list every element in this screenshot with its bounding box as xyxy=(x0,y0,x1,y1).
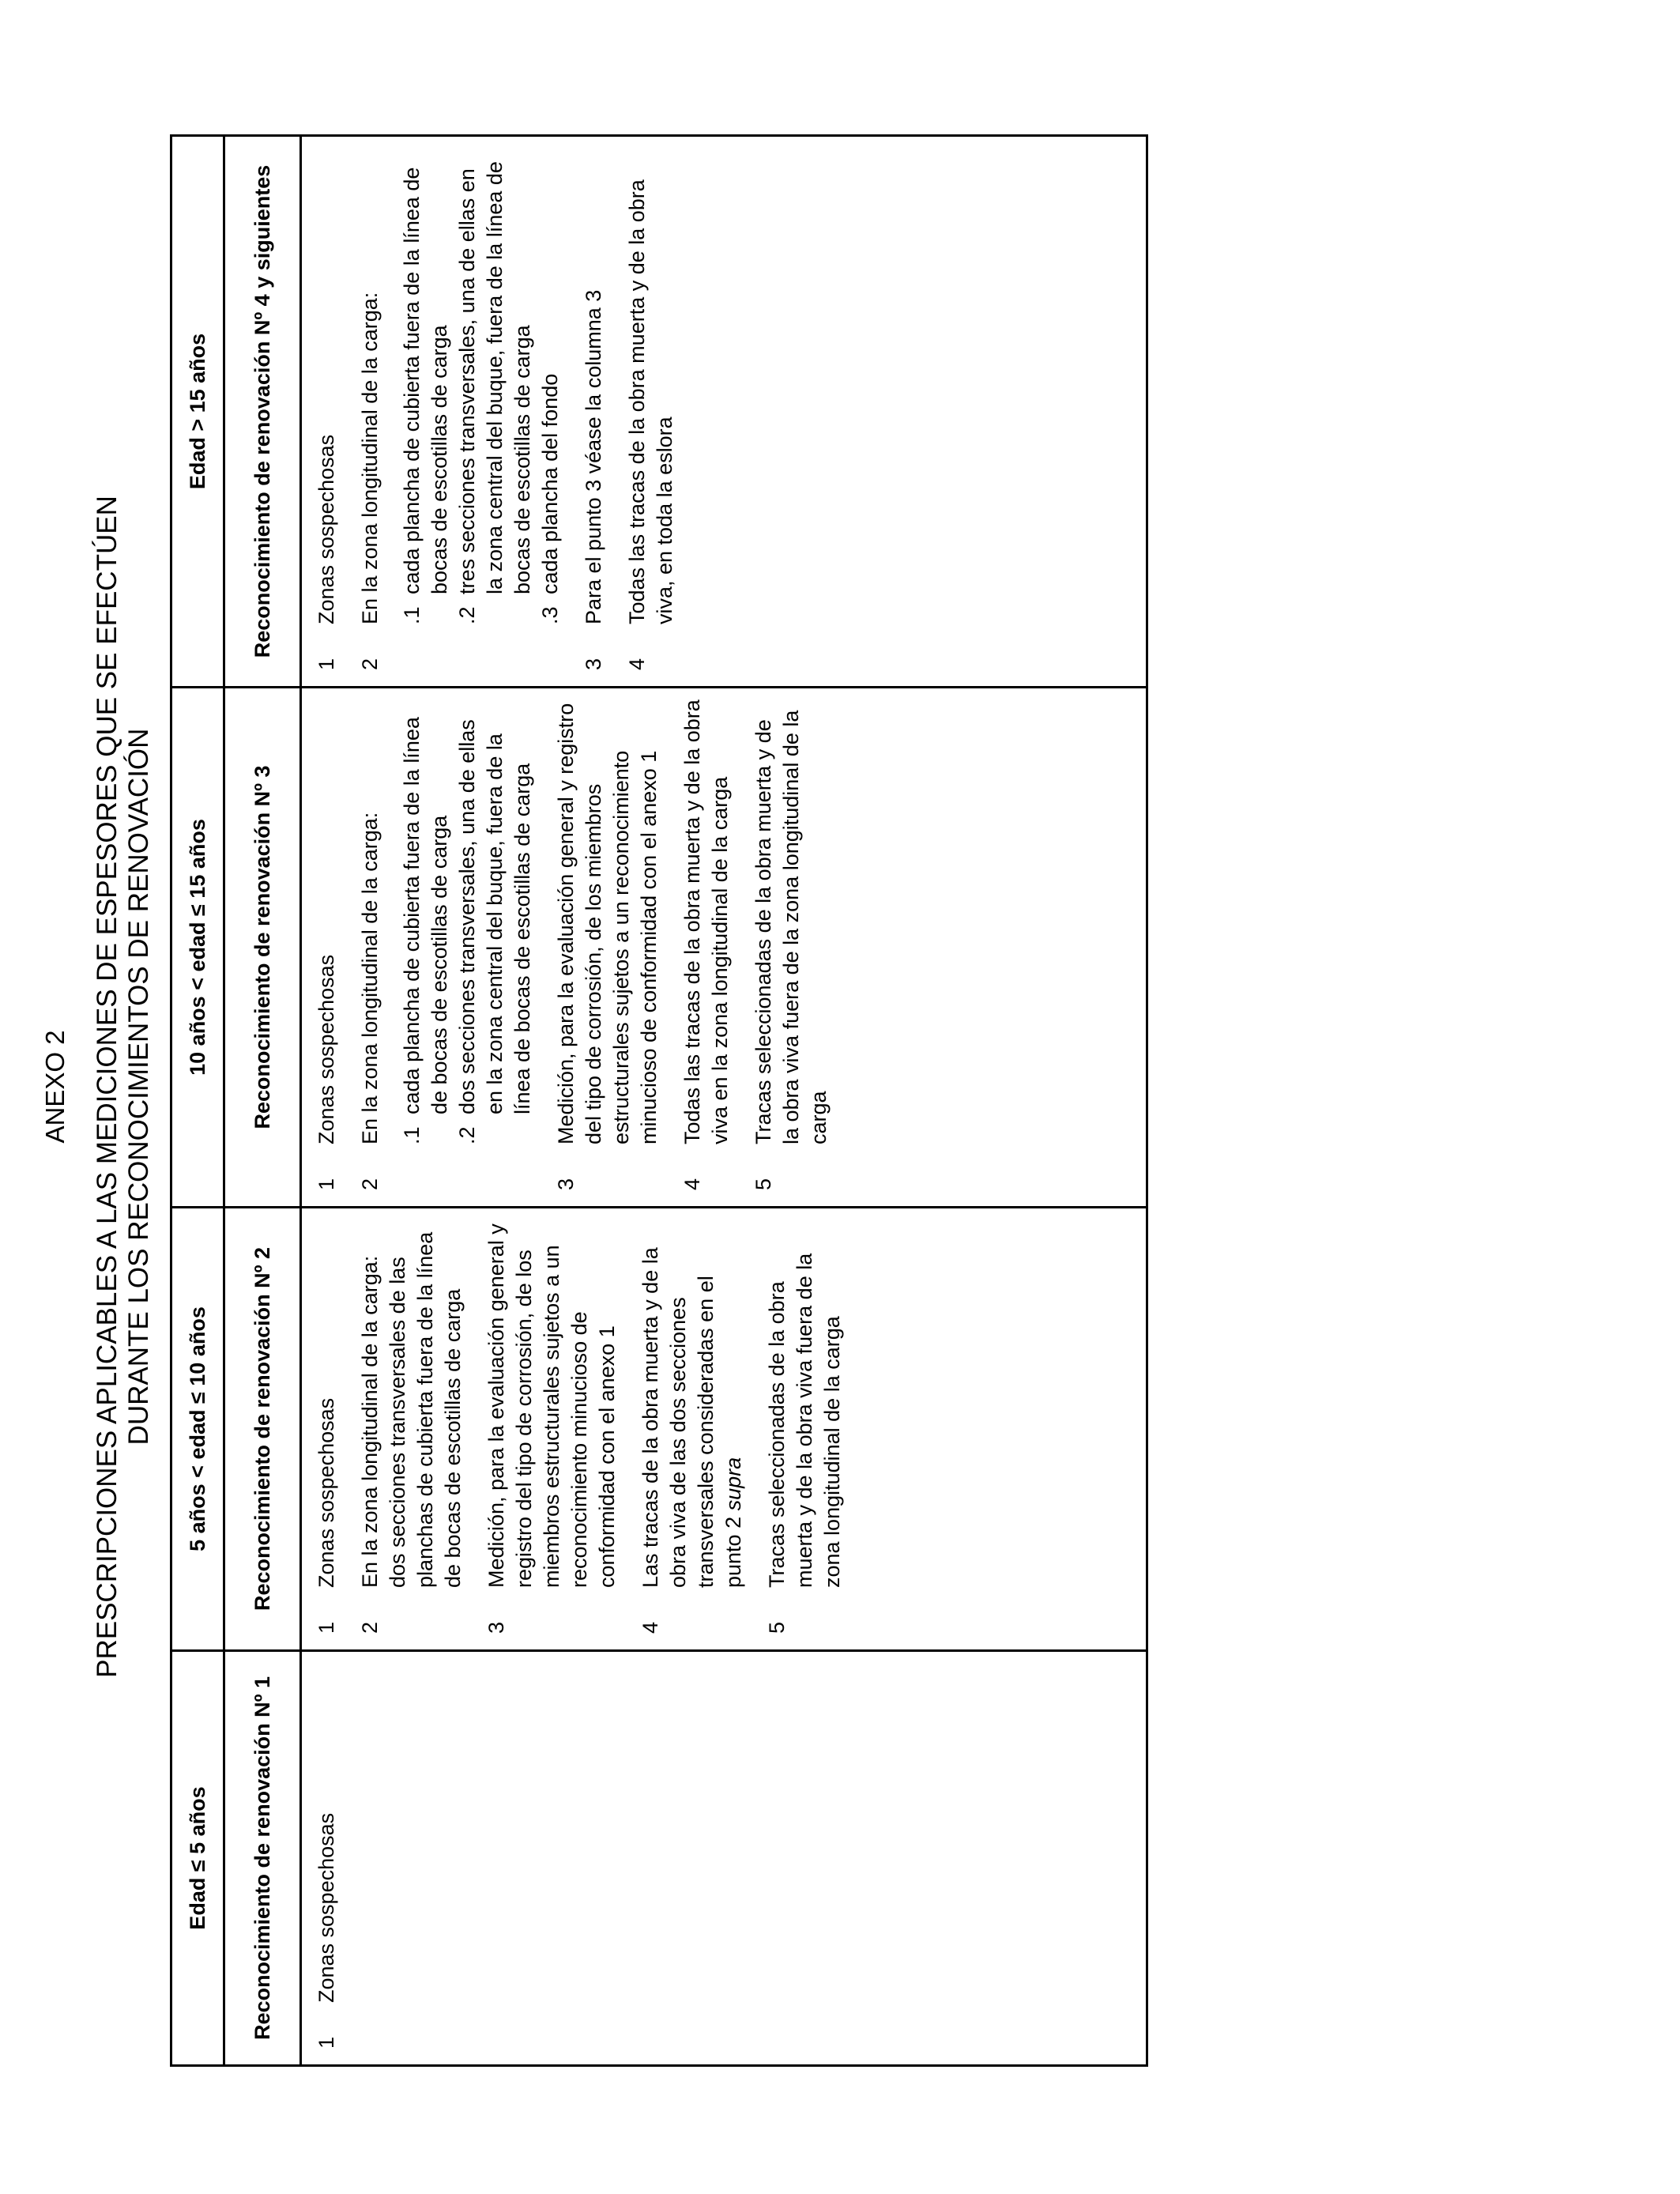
survey-header: Reconocimiento de renovación Nº 1 xyxy=(224,1651,301,2066)
item-text: Tracas seleccionadas de la obra muerta y de la obra viva fuera de la zona longitudinal de la carga xyxy=(765,1253,844,1588)
item-number: 1 xyxy=(315,2036,338,2049)
item-text: Tracas seleccionadas de la obra muerta y de la obra viva fuera de la zona longitudinal de la carga xyxy=(751,710,831,1144)
item-number: 1 xyxy=(315,658,338,670)
list-item xyxy=(763,1218,846,1640)
item-number: 5 xyxy=(751,1178,775,1190)
rotated-page xyxy=(40,4,1256,2169)
list-item xyxy=(483,1218,621,1640)
survey-header: Reconocimiento de renovación Nº 4 y siguientes xyxy=(224,136,301,688)
item-text: Zonas sospechosas xyxy=(315,434,338,624)
sub-item xyxy=(454,698,537,1144)
item-number: 1 xyxy=(315,1178,338,1190)
list-item xyxy=(679,698,734,1197)
item-text-italic: supra xyxy=(721,1457,745,1511)
item-text: Para el punto 3 véase la columna 3 xyxy=(582,289,605,624)
list-item xyxy=(750,698,833,1197)
sub-item xyxy=(398,698,454,1144)
item-text-wrapper xyxy=(637,1218,748,1588)
item-text: Zonas sospechosas xyxy=(315,1397,338,1588)
sub-item-text: cada plancha del fondo xyxy=(538,373,562,594)
list-item xyxy=(313,146,341,677)
sub-item-text: cada plancha de cubierta fuera de la línea de bocas de escotillas de carga xyxy=(400,717,451,1114)
sub-item-text: dos secciones transversales, una de ellas en la zona central del buque, fuera de la línea de bocas de escotillas de carga xyxy=(455,719,534,1114)
item-number: 2 xyxy=(358,1178,382,1190)
age-header: 10 años < edad ≤ 15 años xyxy=(171,688,224,1208)
item-text: En la zona longitudinal de la carga: xyxy=(358,812,382,1144)
item-number: 4 xyxy=(638,1621,662,1634)
annex-label: ANEXO 2 xyxy=(40,1030,70,1144)
requirements-table xyxy=(170,134,1148,2067)
item-text: En la zona longitudinal de la carga: dos secciones transversales de las planchas de cubierta fuera de la línea de bocas de escotillas de carga xyxy=(358,1231,465,1588)
sub-item xyxy=(454,146,537,624)
item-text: Zonas sospechosas xyxy=(315,954,338,1144)
item-body xyxy=(356,146,564,624)
document-title-line-1: PRESCRIPCIONES APLICABLES A LAS MEDICIONES DE ESPESORES QUE SE EFECTÚEN xyxy=(92,496,122,1678)
list-item xyxy=(356,698,537,1197)
age-header: 5 años < edad ≤ 10 años xyxy=(171,1208,224,1651)
list-item xyxy=(313,1661,341,2055)
survey-header-row xyxy=(224,136,301,2066)
item-number: 2 xyxy=(358,658,382,670)
list-item xyxy=(623,146,679,677)
item-number: 3 xyxy=(554,1178,578,1190)
requirements-row xyxy=(301,136,1147,2066)
age-header: Edad ≤ 5 años xyxy=(171,1651,224,2066)
requirements-cell xyxy=(301,1651,1147,2066)
sub-item xyxy=(398,146,454,624)
document-title-line-2: DURANTE LOS RECONOCIMIENTOS DE RENOVACIÓN xyxy=(123,728,154,1446)
list-item xyxy=(580,146,608,677)
sub-item-text: tres secciones transversales, una de ellas en la zona central del buque, fuera de la línea de bocas de escotillas de carga xyxy=(455,161,534,594)
requirements-cell xyxy=(301,1208,1147,1651)
age-header: Edad > 15 años xyxy=(171,136,224,688)
survey-header: Reconocimiento de renovación Nº 3 xyxy=(224,688,301,1208)
requirements-cell xyxy=(301,136,1147,688)
item-text: Todas las tracas de la obra muerta y de la obra viva, en toda la eslora xyxy=(625,179,676,624)
item-text: En la zona longitudinal de la carga: xyxy=(358,292,382,624)
item-number: 3 xyxy=(484,1621,508,1634)
sub-item-number: .2 xyxy=(455,1126,479,1144)
item-text: Las tracas de la obra muerta y de la obra viva de las dos secciones transversales consideradas en el punto 2 xyxy=(638,1247,745,1588)
sub-item-number: .1 xyxy=(400,606,424,624)
sub-list xyxy=(398,146,564,624)
survey-header: Reconocimiento de renovación Nº 2 xyxy=(224,1208,301,1651)
list-item xyxy=(637,1218,748,1640)
list-item xyxy=(313,1218,341,1640)
list-item xyxy=(356,1218,467,1640)
list-item xyxy=(313,698,341,1197)
sub-list xyxy=(398,698,537,1144)
item-text: Todas las tracas de la obra muerta y de la obra viva en la zona longitudinal de la carga xyxy=(680,699,732,1144)
list-item xyxy=(552,698,663,1197)
item-number: 5 xyxy=(765,1621,789,1634)
item-body xyxy=(356,698,537,1144)
sub-item-number: .1 xyxy=(400,1126,424,1144)
item-number: 4 xyxy=(625,658,649,670)
document-title xyxy=(92,4,155,2169)
sub-item-number: .3 xyxy=(538,606,562,624)
age-header-row xyxy=(171,136,224,2066)
item-text: Medición, para la evaluación general y registro del tipo de corrosión, de los miembros estructurales sujetos a un reconocimiento minucioso de conformidad con el anexo 1 xyxy=(554,703,661,1144)
item-number: 1 xyxy=(315,1621,338,1634)
sub-item xyxy=(537,146,564,624)
item-text: Zonas sospechosas xyxy=(315,1812,338,2003)
sub-item-text: cada plancha de cubierta fuera de la línea de bocas de escotillas de carga xyxy=(400,167,451,594)
sub-item-number: .2 xyxy=(455,606,479,624)
item-number: 3 xyxy=(582,658,605,670)
item-number: 2 xyxy=(358,1621,382,1634)
item-number: 4 xyxy=(680,1178,704,1190)
item-text: Medición, para la evaluación general y registro del tipo de corrosión, de los miembros estructurales sujetos a un reconocimiento minucioso de conformidad con el anexo 1 xyxy=(484,1223,619,1588)
list-item xyxy=(356,146,564,677)
requirements-cell xyxy=(301,688,1147,1208)
